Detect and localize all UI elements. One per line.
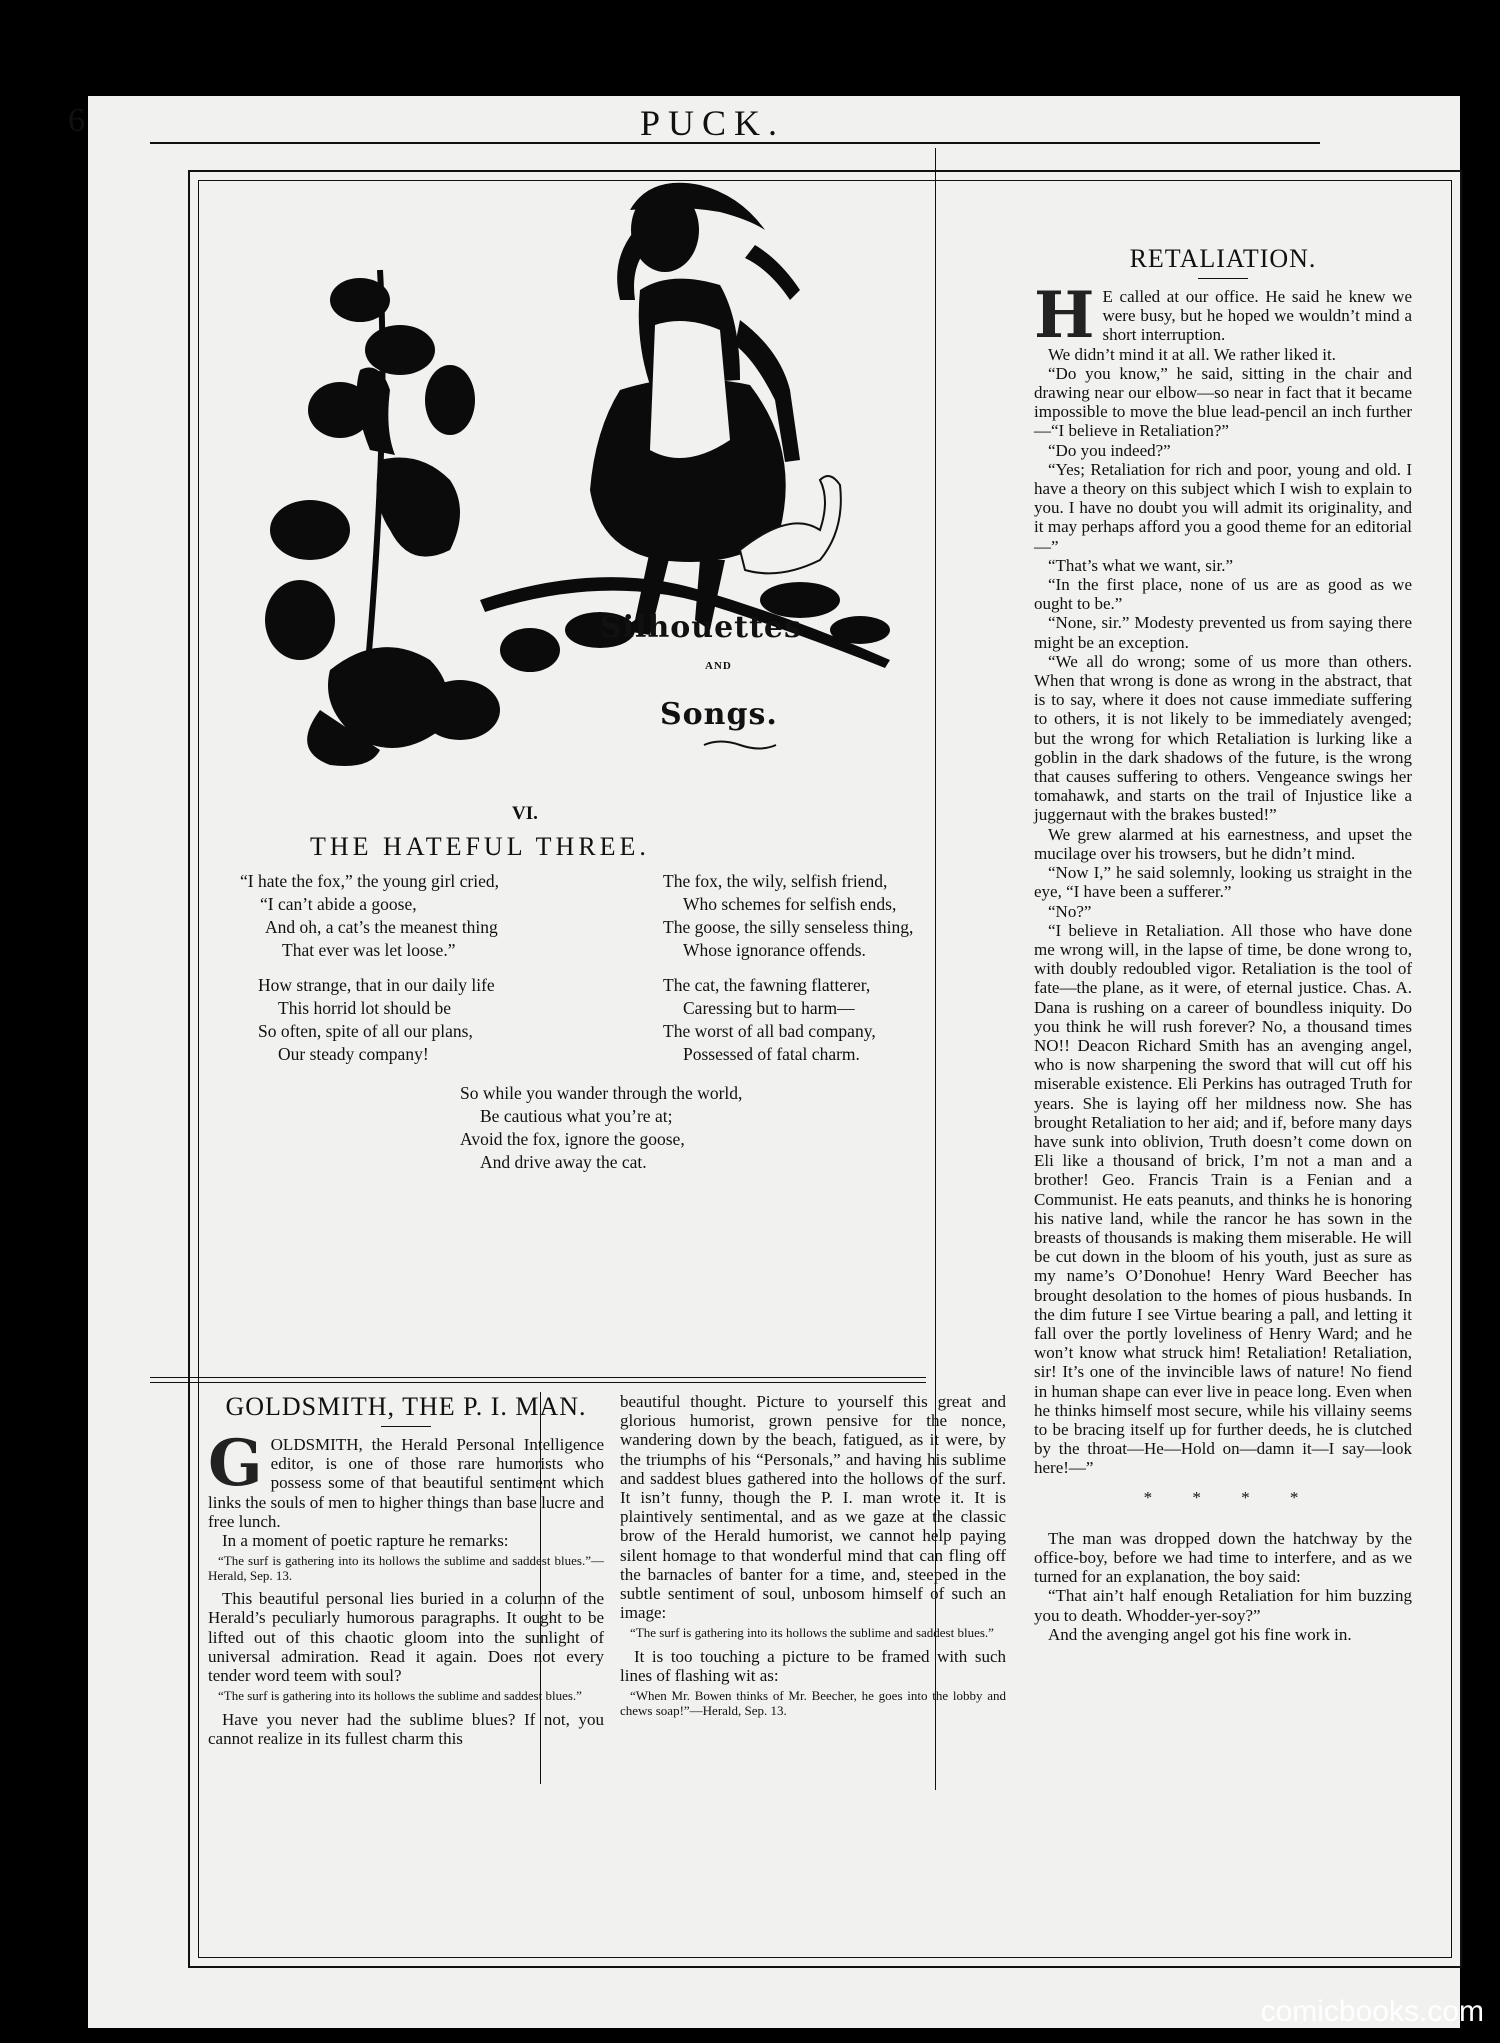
paragraph: “Do you know,” he said, sitting in the chair and drawing near our elbow—so near in fact that it became impossible to move the blue lead-pencil an inch further—“I believe in Retaliation?” [1034, 363, 1412, 441]
block-quote: “When Mr. Bowen thinks of Mr. Beecher, he goes into the lobby and chews soap!”—Herald, Sep. 13. [620, 1688, 1006, 1718]
poem-number: VI. [512, 803, 538, 824]
paragraph: “That ain’t half enough Retaliation for him buzzing you to death. Whodder-yer-soy?” [1034, 1586, 1412, 1625]
poem-line: The goose, the silly senseless thing, [663, 917, 914, 937]
poem-line: Who schemes for selfish ends, [683, 894, 897, 914]
poem-line: “I hate the fox,” the young girl cried, [240, 871, 499, 891]
block-quote: “The surf is gathering into its hollows the sublime and saddest blues.” [630, 1625, 994, 1641]
paragraph: “That’s what we want, sir.” [1048, 555, 1234, 575]
paragraph: “Now I,” he said solemnly, looking us straight in the eye, “I have been a sufferer.” [1034, 863, 1412, 902]
paragraph: And the avenging angel got his fine work in. [1048, 1624, 1352, 1644]
section-rule [150, 1377, 926, 1378]
article-goldsmith-col1 [208, 1392, 604, 1748]
paragraph: “I believe in Retaliation. All those who have done me wrong will, in the lapse of time, be done wrong to, with doubly redoubled vigor. Retaliation is the tool of fate—the plane, as it were, of eternal justice. Chas. A. Dana is rushing on a career of boundless iniquity. Do you think he will rush forever? No, a thousand times NO!! Deacon Richard Smith has an avenging angel, who is now sharpening the sword that will cut off his miserable existence. Eli Perkins has outraged Truth for years. She is laying off her mildness now. She has brought Retaliation to her aid; and if, before many days have sunk into oblivion, Truth doesn’t come down on Eli like a thousand of brick, I’m not a man and a brother! Geo. Francis Train is a Fenian and a Communist. He eats peanuts, and thinks he is honoring his native land, while the rancor he has sown in the breasts of thousands is making them miserable. He will be cut down in the bloom of his youth, just as sure as my name’s O’Donohue! Henry Ward Beecher has brought desolation to the homes of pious husbands. In the dim future I see Virtue bearing a pall, and letting it fall over the portly loveliness of Henry Ward; and he won’t know what struck him! Retaliation! Retaliation, sir! It’s one of the invincible laws of nature! No fiend in human shape can ever live in peace long. Even when he thinks himself most secure, while his villainy seems to be bracing itself up for further deeds, he is clutched by the throat—He—Hold on—damn it—I say—look here!—” [1034, 920, 1412, 1478]
block-quote: “The surf is gathering into its hollows the sublime and saddest blues.” [218, 1688, 582, 1704]
poem-closing-stanza [460, 1082, 742, 1174]
illustration-heading-silhouettes: Silhouettes [600, 610, 802, 645]
drop-cap: H [1034, 278, 1095, 353]
article-goldsmith-col2 [620, 1392, 1006, 1724]
section-break-stars: * * * * [1143, 1487, 1317, 1507]
paragraph: OLDSMITH, the Herald Personal Intelligence editor, is one of those rare humorists who possess some of that beautiful sentiment which links the souls of men to higher things than base lucre and free lunch. [208, 1435, 604, 1531]
article-retaliation [1034, 244, 1412, 1644]
paragraph: In a moment of poetic rapture he remarks: [222, 1531, 509, 1551]
paragraph: This beautiful personal lies buried in a column of the Herald’s peculiarly humorous paragraphs. It ought to be lifted out of this chaotic gloom into the sunlight of universal admiration. Read it again. Does not every tender word teem with soul? [208, 1589, 604, 1686]
poem-stanza-right-2 [663, 974, 876, 1066]
poem-line: “I can’t abide a goose, [260, 894, 417, 914]
paragraph: The man was dropped down the hatchway by the office-boy, before we had time to interfere, and as we turned for an explanation, the boy said: [1034, 1528, 1412, 1587]
poem-line: How strange, that in our daily life [258, 975, 495, 995]
paragraph: beautiful thought. Picture to yourself this great and glorious humorist, grown pensive for the nonce, wandering down by the beach, fatigued, as it were, by the triumphs of his “Personals,” and having his sublime and saddest blues gathered into the hollows of the surf. It isn’t funny, though the P. I. man wrote it. It is plaintively sentimental, and as we gaze at the classic brow of the Herald humorist, we cannot help paying silent homage to that wonderful mind that can fling off the barnacles of banter for a time, and, steeped in the subtle sentiment of soul, unbosom himself of such an image: [620, 1392, 1006, 1623]
paragraph: “No?” [1048, 901, 1092, 921]
section-rule [150, 1382, 926, 1383]
article-body [620, 1392, 1006, 1718]
poem-line: And oh, a cat’s the meanest thing [265, 917, 498, 937]
article-title: RETALIATION. [1129, 244, 1317, 273]
silhouette-illustration [180, 150, 930, 770]
block-quote: “The surf is gathering into its hollows the sublime and saddest blues.”—Herald, Sep. 13. [208, 1553, 604, 1583]
poem-line: Possessed of fatal charm. [683, 1044, 860, 1064]
poem-line: Caressing but to harm— [683, 998, 855, 1018]
poem-stanza-left-2 [258, 974, 495, 1066]
illustration-heading-songs: Songs. [660, 697, 778, 732]
paragraph: Have you never had the sublime blues? If not, you cannot realize in its fullest charm this [208, 1709, 604, 1748]
ornament-flourish [700, 738, 780, 752]
article-body [208, 1426, 604, 1748]
illustration-heading-and: AND [705, 660, 732, 672]
poem-line: And drive away the cat. [480, 1152, 647, 1172]
page-number: 6 [68, 102, 85, 139]
poem-stanza-right-1 [663, 870, 913, 962]
header-rule [150, 142, 1320, 144]
poem-title: THE HATEFUL THREE. [310, 832, 650, 861]
poem-line: Be cautious what you’re at; [480, 1106, 673, 1126]
title-rule [1198, 278, 1248, 279]
article-title: GOLDSMITH, THE P. I. MAN. [225, 1392, 587, 1421]
watermark: comicbooks.com [1260, 1995, 1484, 2028]
paragraph: It is too touching a picture to be framed with such lines of flashing wit as: [620, 1646, 1006, 1686]
paragraph: “None, sir.” Modesty prevented us from saying there might be an exception. [1034, 613, 1412, 652]
poem-line: That ever was let loose.” [282, 940, 456, 960]
poem-line: This horrid lot should be [278, 998, 452, 1018]
paragraph: E called at our office. He said he knew we were busy, but he hoped we wouldn’t mind a short interruption. [1102, 287, 1412, 345]
poem-line: So while you wander through the world, [460, 1083, 743, 1103]
poem-line: Our steady company! [278, 1044, 429, 1064]
paragraph: “Do you indeed?” [1048, 440, 1171, 460]
paragraph: We grew alarmed at his earnestness, and upset the mucilage over his trowsers, but he didn’t mind. [1034, 824, 1412, 863]
paragraph: “Yes; Retaliation for rich and poor, young and old. I have a theory on this subject which I wish to explain to you. I have no doubt you will admit its originality, and it may perhaps afford you a good theme for an editorial—” [1034, 459, 1412, 556]
poem-line: Avoid the fox, ignore the goose, [460, 1129, 685, 1149]
poem-line: The fox, the wily, selfish friend, [663, 871, 888, 891]
drop-cap: G [208, 1426, 263, 1501]
masthead-title: PUCK. [640, 103, 786, 143]
paragraph: We didn’t mind it at all. We rather liked it. [1048, 344, 1336, 364]
title-rule [381, 1426, 431, 1427]
poem-stanza-left-1 [240, 870, 499, 962]
poem-line: So often, spite of all our plans, [258, 1021, 473, 1041]
article-body [1034, 278, 1412, 1644]
paragraph: “We all do wrong; some of us more than others. When that wrong is done as wrong in the abstract, that is to say, where it does not cause immediate suffering to others, it is not likely to be immediately avenged; but the wrong for which Retaliation is lurking like a goblin in the dark shadows of the future, is the wrong that causes suffering to others. Vengeance swings her tomahawk, and starts on the trail of Injustice like a juggernaut with the brakes busted!” [1034, 651, 1412, 825]
paragraph: “In the first place, none of us are as good as we ought to be.” [1034, 575, 1412, 614]
poem-line: Whose ignorance offends. [683, 940, 866, 960]
poem-line: The worst of all bad company, [663, 1021, 876, 1041]
poem-line: The cat, the fawning flatterer, [663, 975, 871, 995]
